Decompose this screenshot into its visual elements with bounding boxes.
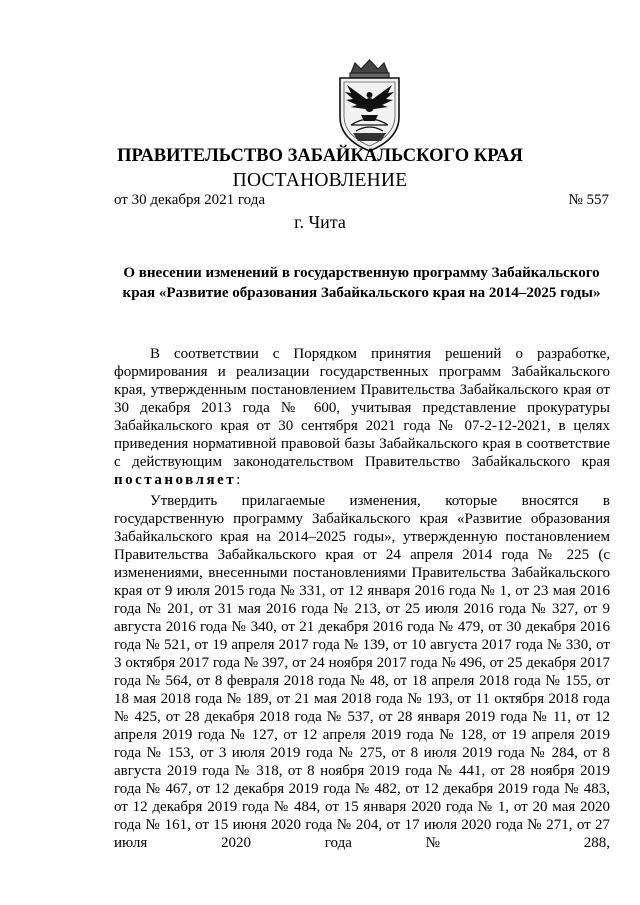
paragraph-preamble: [114, 345, 610, 489]
coat-of-arms-icon: [331, 59, 408, 155]
document-city: г. Чита: [294, 212, 346, 232]
paragraph-resolution: Утвердить прилагаемые изменения, которые вносятся в государственную программу Забайкальского края «Развитие образования Забайкальского края на 2014–2025 годы», утвержденную постановлением Правительства Забайкальского края от 24 апреля 2014 года № 225 (с изменениями, внесенными постановлениями Правительства Забайкальского края от 9 июля 2015 года № 331, от 12 января 2016 года № 1, от 23 мая 2016 года № 201, от 31 мая 2016 года № 213, от 25 июля 2016 года № 327, от 9 августа 2016 года № 340, от 21 декабря 2016 года № 479, от 30 декабря 2016 года № 521, от 19 апреля 2017 года № 139, от 10 августа 2017 года № 330, от 3 октября 2017 года № 397, от 24 ноября 2017 года № 496, от 25 декабря 2017 года № 564, от 8 февраля 2018 года № 48, от 18 апреля 2018 года № 155, от 18 мая 2018 года № 189, от 21 мая 2018 года № 193, от 11 октября 2018 года № 425, от 28 декабря 2018 года № 537, от 28 января 2019 года № 11, от 12 апреля 2019 года № 127, от 12 апреля 2019 года № 128, от 19 апреля 2019 года № 153, от 3 июля 2019 года № 275, от 8 июля 2019 года № 284, от 8 августа 2019 года № 318, от 8 ноября 2019 года № 441, от 28 ноября 2019 года № 467, от 12 декабря 2019 года № 482, от 12 декабря 2019 года № 483, от 12 декабря 2019 года № 484, от 15 января 2020 года № 1, от 20 мая 2020 года № 161, от 15 июня 2020 года № 204, от 17 июля 2020 года № 271, от 27 июля 2020 года № 288,: [114, 493, 610, 851]
preamble-tail: :: [236, 472, 241, 488]
resolution-keyword: постановляет: [114, 472, 237, 488]
document-date: от 30 декабря 2021 года: [114, 192, 266, 208]
document-number: № 557: [568, 192, 609, 208]
preamble-text: В соответствии с Порядком принятия решений о разработке, формирования и реализации государственных программ Забайкальского края, утвержденным постановлением Правительства Забайкальского края от 30 декабря 2013 года № 600, учитывая представление прокуратуры Забайкальского края от 30 сентября 2021 года № 07-2-12-2021, в целях приведения нормативной правовой базы Забайкальского края в соответствие с действующим законодательством Правительство Забайкальского края: [114, 346, 610, 470]
title-line-2: края «Развитие образования Забайкальского края на 2014–2025 годы»: [122, 284, 601, 301]
document-type: ПОСТАНОВЛЕНИЕ: [232, 170, 408, 191]
organization-name: ПРАВИТЕЛЬСТВО ЗАБАЙКАЛЬСКОГО КРАЯ: [117, 146, 523, 166]
title-line-1: О внесении изменений в государственную программу Забайкальского: [123, 265, 600, 281]
document-title: [114, 264, 609, 303]
